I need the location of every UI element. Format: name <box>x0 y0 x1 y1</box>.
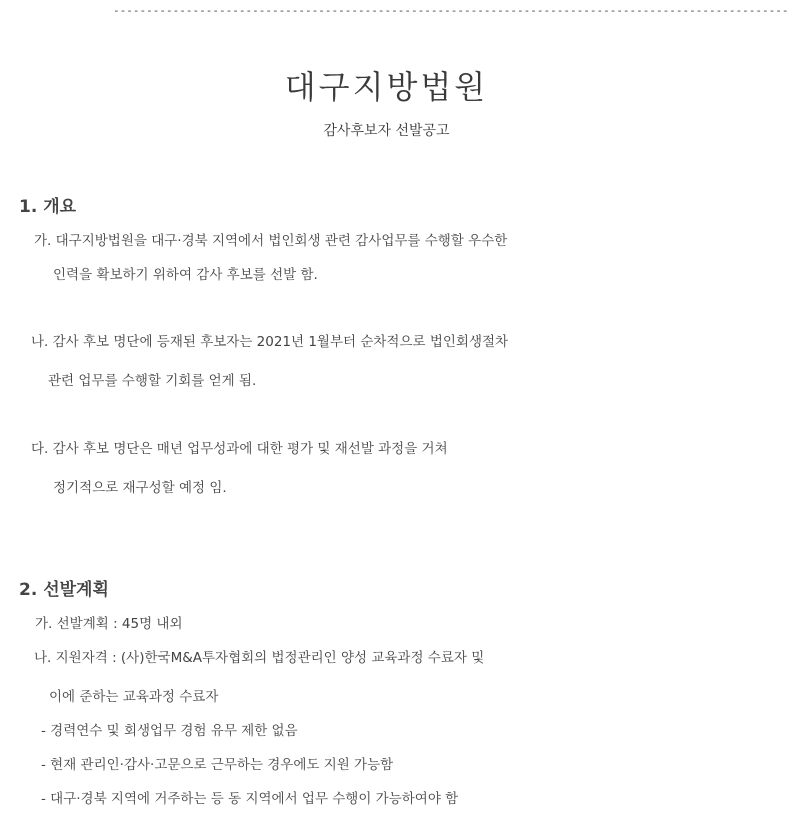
overview-item-na-line2: 관련 업무를 수행할 기회를 얻게 됨. <box>48 373 257 389</box>
overview-item-ga-line2: 인력을 확보하기 위하여 감사 후보를 선발 함. <box>53 267 318 283</box>
plan-bullet-1: - 경력연수 및 회생업무 경험 유무 제한 없음 <box>41 723 298 739</box>
plan-item-na-line1: 나. 지원자격 : (사)한국M&A투자협회의 법정관리인 양성 교육과정 수료자 및 <box>34 650 485 666</box>
overview-item-da-line1: 다. 감사 후보 명단은 매년 업무성과에 대한 평가 및 재선발 과정을 거쳐 <box>31 441 448 457</box>
plan-bullet-2: - 현재 관리인·감사·고문으로 근무하는 경우에도 지원 가능함 <box>41 757 394 773</box>
plan-bullet-3: - 대구·경북 지역에 거주하는 등 동 지역에서 업무 수행이 가능하여야 함 <box>41 791 459 807</box>
section-heading-plan: 2. 선발계획 <box>19 580 109 600</box>
overview-item-da-line2: 정기적으로 재구성할 예정 임. <box>53 480 227 496</box>
top-divider: ------------------------------------------------------------------------------------------------------ <box>113 4 789 17</box>
page-subtitle: 감사후보자 선발공고 <box>323 123 450 139</box>
overview-item-na-line1: 나. 감사 후보 명단에 등재된 후보자는 2021년 1월부터 순차적으로 법인회생절차 <box>31 334 509 350</box>
plan-item-ga-line: 가. 선발계획 : 45명 내외 <box>35 616 183 632</box>
page-title: 대구지방법원 <box>284 68 489 106</box>
section-heading-overview: 1. 개요 <box>19 197 77 217</box>
plan-item-na-line2: 이에 준하는 교육과정 수료자 <box>49 689 219 705</box>
overview-item-ga-line1: 가. 대구지방법원을 대구·경북 지역에서 법인회생 관련 감사업무를 수행할 우수한 <box>34 233 508 249</box>
